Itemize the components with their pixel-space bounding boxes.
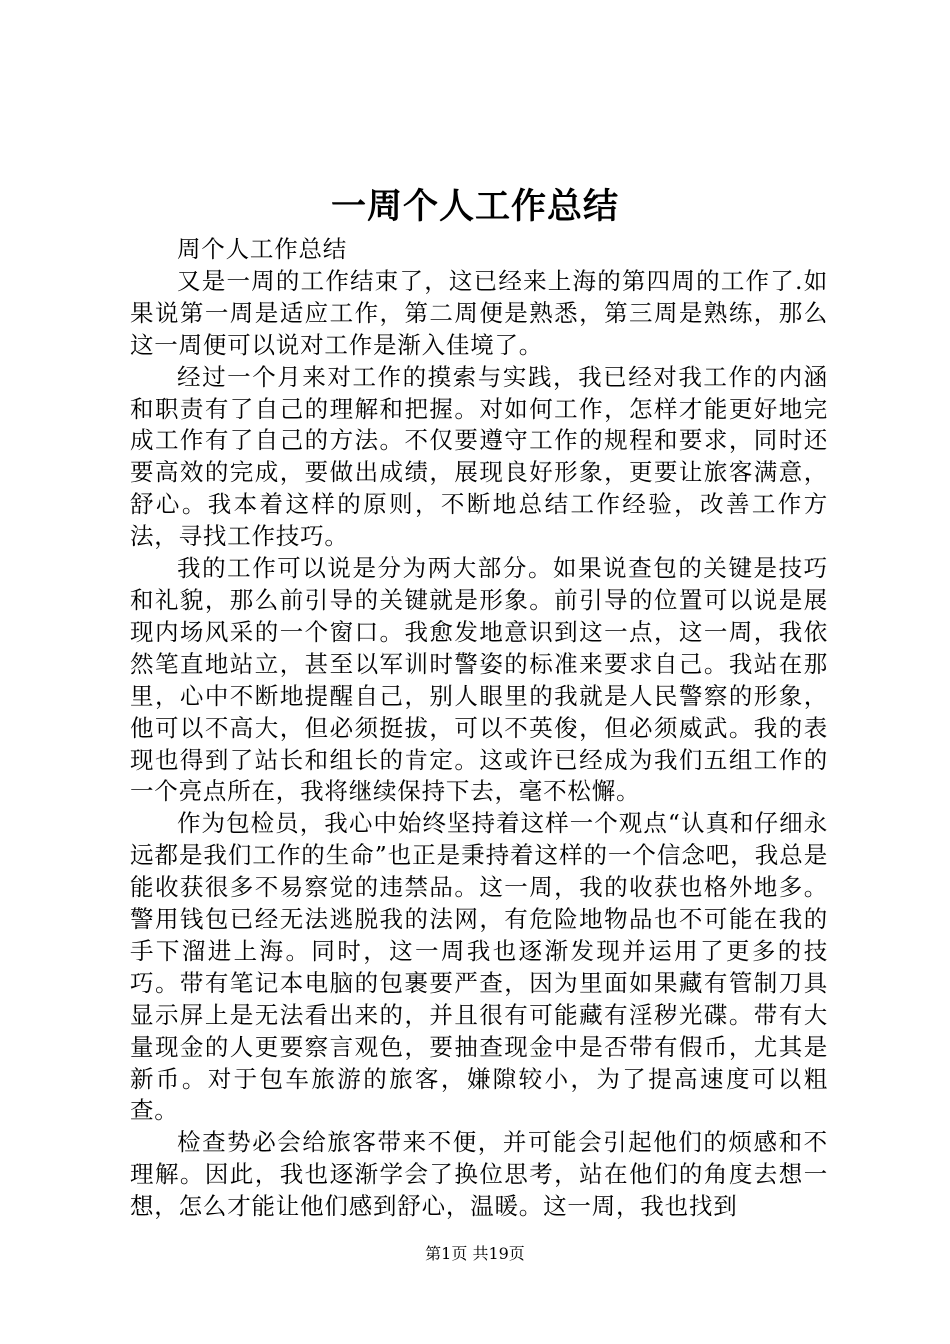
paragraph: 我的工作可以说是分为两大部分。如果说查包的关键是技巧和礼貌，那么前引导的关键就是形象。前引导的位置可以说是展现内场风采的一个窗口。我愈发地意识到这一点，这一周，我依然笔直地站立，甚至以军训时警姿的标准来要求自己。我站在那里，心中不断地提醒自己，别人眼里的我就是人民警察的形象，他可以不高大，但必须挺拔，可以不英俊，但必须威武。我的表现也得到了站长和组长的肯定。这或许已经成为我们五组工作的一个亮点所在，我将继续保持下去，毫不松懈。 bbox=[130, 554, 828, 806]
document-title: 一周个人工作总结 bbox=[330, 186, 619, 227]
document-body bbox=[130, 234, 828, 1223]
paragraph-subtitle: 周个人工作总结 bbox=[177, 235, 348, 263]
paragraph: 检查势必会给旅客带来不便，并可能会引起他们的烦感和不理解。因此，我也逐渐学会了换位思考，站在他们的角度去想一想，怎么才能让他们感到舒心，温暖。这一周，我也找到 bbox=[130, 1128, 828, 1221]
page-footer: 第1页 共19页 bbox=[425, 1244, 525, 1263]
paragraph: 经过一个月来对工作的摸索与实践，我已经对我工作的内涵和职责有了自己的理解和把握。对如何工作，怎样才能更好地完成工作有了自己的方法。不仅要遵守工作的规程和要求，同时还要高效的完成，要做出成绩，展现良好形象，更要让旅客满意，舒心。我本着这样的原则，不断地总结工作经验，改善工作方法，寻找工作技巧。 bbox=[130, 362, 828, 551]
paragraph: 作为包检员，我心中始终坚持着这样一个观点“认真和仔细永远都是我们工作的生命”也正是秉持着这样的一个信念吧，我总是能收获很多不易察觉的违禁品。这一周，我的收获也格外地多。警用钱包已经无法逃脱我的法网，有危险地物品也不可能在我的手下溜进上海。同时，这一周我也逐渐发现并运用了更多的技巧。带有笔记本电脑的包裹要严查，因为里面如果藏有管制刀具显示屏上是无法看出来的，并且很有可能藏有淫秽光碟。带有大量现金的人更要察言观色，要抽查现金中是否带有假币，尤其是新币。对于包车旅游的旅客，嫌隙较小，为了提高速度可以粗查。 bbox=[130, 809, 828, 1125]
paragraph: 又是一周的工作结束了，这已经来上海的第四周的工作了.如果说第一周是适应工作，第二周便是熟悉，第三周是熟练，那么这一周便可以说对工作是渐入佳境了。 bbox=[130, 266, 828, 359]
